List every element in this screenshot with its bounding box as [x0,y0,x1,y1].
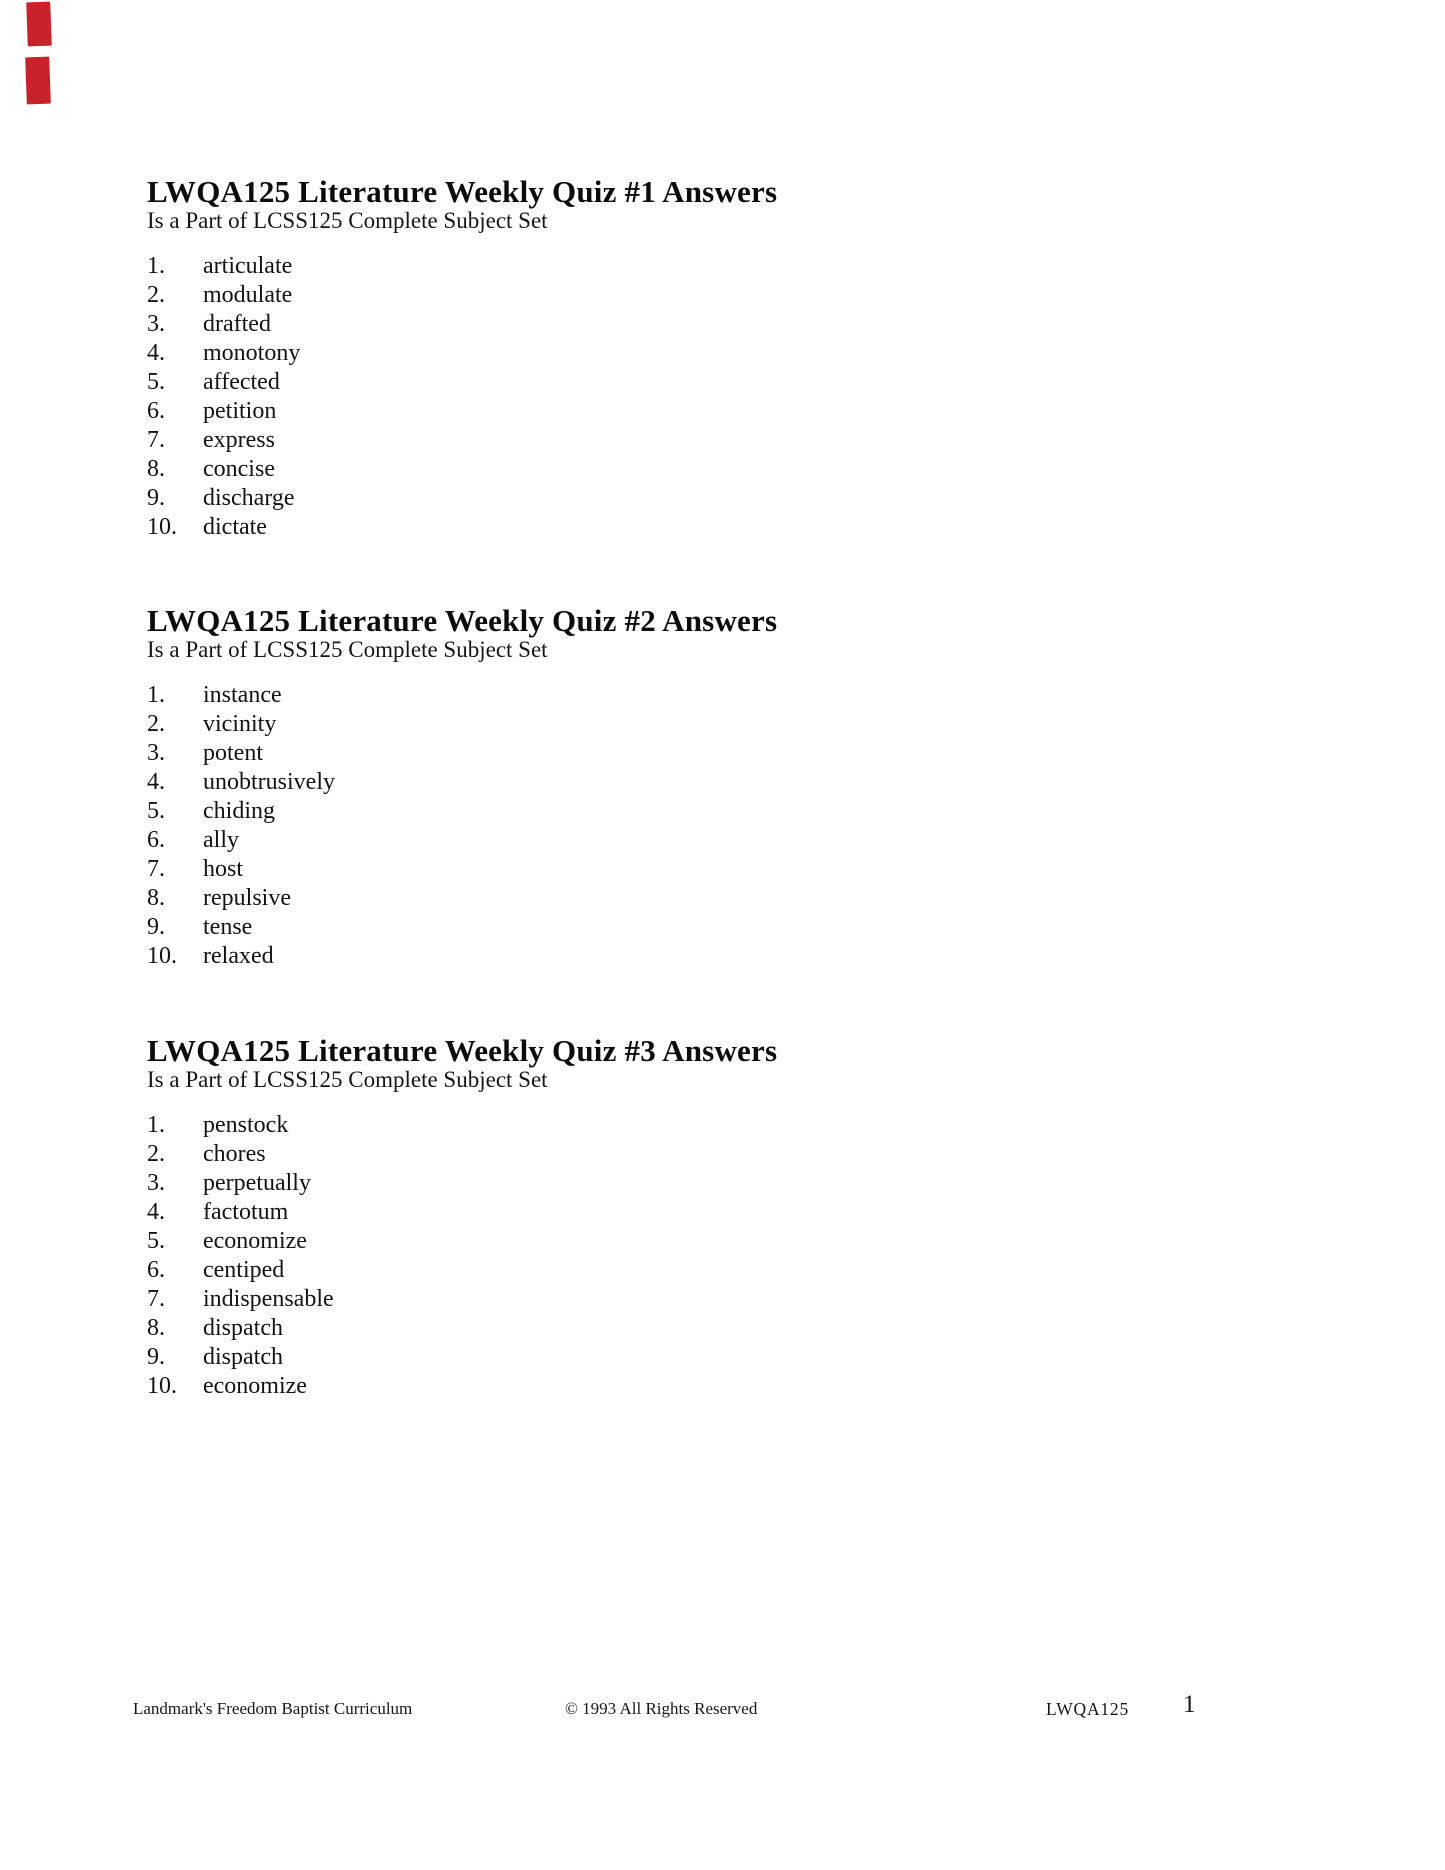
answer-row [147,1256,1297,1285]
answer-number: 7. [147,427,165,453]
answer-number: 8. [147,1315,165,1341]
red-scan-artifact-top [26,2,52,47]
answer-number: 4. [147,769,165,795]
answer-list [147,1111,1297,1401]
answer-row [147,513,1297,542]
answer-word: potent [203,740,263,766]
answer-number: 2. [147,1141,165,1167]
answer-number: 1. [147,1112,165,1138]
answer-number: 8. [147,885,165,911]
answer-word: centiped [203,1257,285,1283]
quiz-title: LWQA125 Literature Weekly Quiz #2 Answers [147,603,778,638]
answer-word: drafted [203,311,271,337]
answer-row [147,710,1297,739]
answer-word: economize [203,1373,307,1399]
answer-word: factotum [203,1199,289,1225]
answer-word: host [203,856,244,882]
answer-number: 9. [147,485,165,511]
answer-word: affected [203,369,280,395]
answer-number: 4. [147,340,165,366]
copyright-text: © 1993 All Rights Reserved [565,1699,758,1718]
answer-number: 10. [147,1373,177,1399]
document-code: LWQA125 [1046,1699,1130,1719]
answer-row [147,1285,1297,1314]
answer-row [147,252,1297,281]
answer-row [147,1227,1297,1256]
quiz-title: LWQA125 Literature Weekly Quiz #3 Answers [147,1033,778,1068]
answer-number: 6. [147,827,165,853]
answer-word: ally [203,827,239,853]
answer-row [147,281,1297,310]
answer-row [147,310,1297,339]
answer-word: dispatch [203,1315,283,1341]
answer-list [147,252,1297,542]
answer-row [147,768,1297,797]
answer-row [147,1169,1297,1198]
answer-row [147,1314,1297,1343]
answer-row [147,1140,1297,1169]
quiz-subtitle: Is a Part of LCSS125 Complete Subject Set [147,1067,548,1092]
answer-number: 7. [147,1286,165,1312]
answer-row [147,942,1297,971]
answer-word: discharge [203,485,295,511]
answer-number: 5. [147,1228,165,1254]
answer-word: unobtrusively [203,769,335,795]
answer-word: articulate [203,253,293,279]
answer-row [147,681,1297,710]
answer-row [147,339,1297,368]
page-number: 1 [1183,1691,1196,1718]
answer-word: express [203,427,275,453]
answer-word: perpetually [203,1170,311,1196]
quiz-section [147,176,1297,542]
quiz-section [147,605,1297,971]
answer-word: monotony [203,340,301,366]
answer-row [147,739,1297,768]
answer-number: 2. [147,282,165,308]
answer-row [147,1343,1297,1372]
answer-word: instance [203,682,282,708]
answer-row [147,455,1297,484]
answer-row [147,913,1297,942]
answer-word: tense [203,914,253,940]
answer-word: penstock [203,1112,289,1138]
answer-word: economize [203,1228,307,1254]
answer-number: 2. [147,711,165,737]
answer-number: 5. [147,369,165,395]
answer-number: 6. [147,398,165,424]
answer-number: 3. [147,740,165,766]
answer-number: 9. [147,1344,165,1370]
answer-word: petition [203,398,277,424]
answer-number: 3. [147,311,165,337]
answer-word: repulsive [203,885,291,911]
answer-number: 8. [147,456,165,482]
quiz-subtitle: Is a Part of LCSS125 Complete Subject Set [147,637,548,662]
answer-word: modulate [203,282,293,308]
answer-number: 10. [147,514,177,540]
answer-row [147,1372,1297,1401]
answer-list [147,681,1297,971]
answer-row [147,855,1297,884]
answer-row [147,826,1297,855]
answer-word: concise [203,456,275,482]
answer-row [147,1198,1297,1227]
answer-number: 6. [147,1257,165,1283]
answer-row [147,397,1297,426]
answer-word: indispensable [203,1286,334,1312]
answer-number: 1. [147,253,165,279]
answer-row [147,484,1297,513]
answer-word: dictate [203,514,267,540]
quiz-title: LWQA125 Literature Weekly Quiz #1 Answers [147,174,778,209]
answer-word: chiding [203,798,275,824]
answer-word: chores [203,1141,266,1167]
answer-number: 5. [147,798,165,824]
red-scan-artifact-bottom [25,57,51,105]
answer-word: vicinity [203,711,277,737]
answer-number: 1. [147,682,165,708]
answer-number: 9. [147,914,165,940]
answer-row [147,426,1297,455]
publisher-text: Landmark's Freedom Baptist Curriculum [133,1699,413,1718]
answer-row [147,368,1297,397]
quiz-section [147,1035,1297,1401]
answer-row [147,1111,1297,1140]
answer-word: dispatch [203,1344,283,1370]
answer-number: 7. [147,856,165,882]
quiz-subtitle: Is a Part of LCSS125 Complete Subject Set [147,208,548,233]
answer-row [147,884,1297,913]
answer-number: 10. [147,943,177,969]
answer-number: 4. [147,1199,165,1225]
answer-number: 3. [147,1170,165,1196]
answer-row [147,797,1297,826]
answer-word: relaxed [203,943,274,969]
